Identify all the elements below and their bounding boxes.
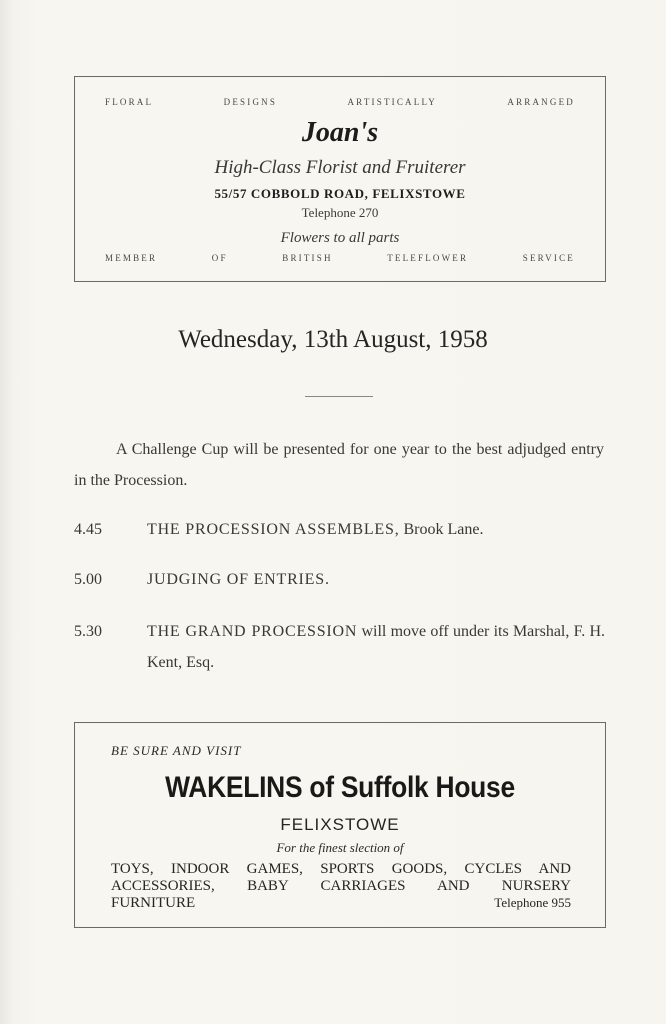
joans-flowers: Flowers to all parts [280, 230, 400, 246]
member-word: OF [211, 253, 228, 263]
intro-paragraph: A Challenge Cup will be presented for one year to the best adjudged entry in the Procession. [74, 441, 604, 489]
event-description [147, 564, 605, 595]
tagline [105, 97, 575, 107]
event-time: 5.00 [74, 571, 102, 588]
event-time: 4.45 [74, 521, 102, 538]
be-sure-text: BE SURE AND VISIT [111, 743, 242, 758]
member-word: BRITISH [282, 253, 333, 263]
wakelins-goods: TOYS, INDOOR GAMES, SPORTS GOODS, CYCLES AND ACCESSORIES, BABY CARRIAGES AND NURSERY [111, 861, 571, 894]
tagline-word: ARTISTICALLY [347, 97, 437, 107]
wakelins-last-line [111, 895, 571, 912]
member-word: TELEFLOWER [387, 253, 469, 263]
member-word: MEMBER [105, 253, 158, 263]
event-time: 5.30 [74, 623, 102, 640]
event-detail: will move off under its Marshal, F. H. Kent, Esq. [147, 623, 606, 671]
joans-subtitle: High-Class Florist and Fruiterer [214, 157, 466, 178]
member-word: SERVICE [522, 253, 575, 263]
wakelins-telephone: Telephone 955 [494, 895, 571, 910]
divider [305, 396, 373, 397]
event-description [147, 616, 605, 678]
wakelins-furniture: FURNITURE [111, 895, 196, 911]
event-date: Wednesday, 13th August, 1958 [178, 326, 488, 353]
event-description [147, 514, 605, 545]
joans-address: 55/57 COBBOLD ROAD, FELIXSTOWE [214, 186, 466, 201]
wakelins-advert [74, 722, 606, 928]
tagline-word: FLORAL [105, 97, 154, 107]
event-title: JUDGING OF ENTRIES. [147, 571, 330, 588]
event-detail: Brook Lane. [399, 521, 484, 538]
wakelins-finest: For the finest slection of [276, 840, 404, 855]
joans-name: Joan's [301, 117, 379, 148]
tagline-word: ARRANGED [507, 97, 575, 107]
joans-telephone: Telephone 270 [301, 205, 379, 220]
joans-advert [74, 76, 606, 282]
wakelins-town: FELIXSTOWE [280, 815, 400, 834]
wakelins-name: WAKELINS of Suffolk House [165, 771, 515, 804]
tagline-word: DESIGNS [223, 97, 278, 107]
member-line [105, 253, 575, 263]
event-title: THE GRAND PROCESSION [147, 623, 358, 640]
event-title: THE PROCESSION ASSEMBLES, [147, 521, 400, 538]
